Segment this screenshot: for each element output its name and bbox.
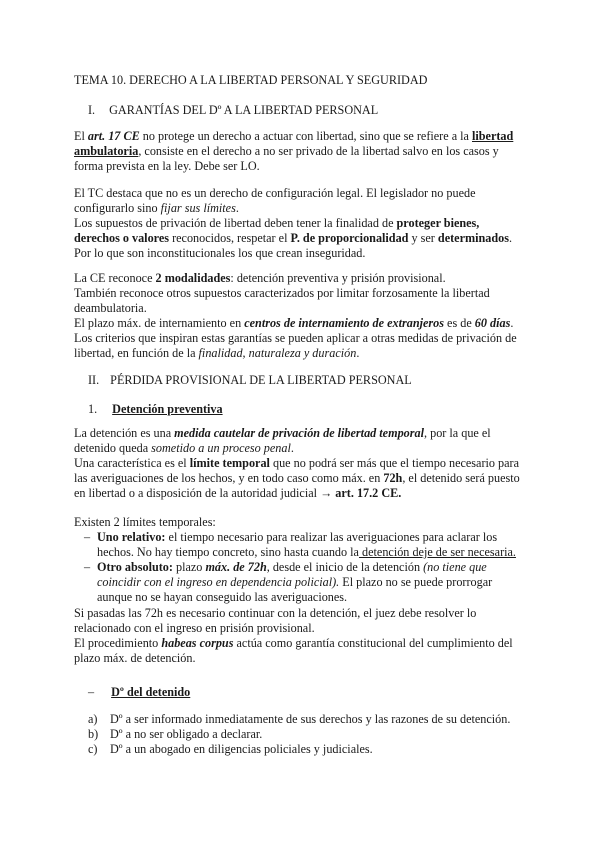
paragraph-art17: El art. 17 CE no protege un derecho a actuar con libertad, sino que se refiere a la libertad ambulatoria, consiste en el derecho a no ser privado de la libertad salvo en los casos y forma prevista en la ley. Debe ser LO.	[74, 129, 514, 173]
section-1-heading	[88, 103, 558, 118]
paragraph-72h: Si pasadas las 72h es necesario continuar con la detención, el juez debe resolver lo relacionado con el ingreso en prisión provisional. El procedimiento habeas corpus actúa como garantía constitucional del cumplimiento del plazo máx. de detención.	[74, 606, 513, 665]
subsection-1-heading: 1. Detención preventiva	[88, 402, 223, 416]
subsection-1-title: Detención preventiva	[112, 402, 223, 416]
paragraph-modalidades: La CE reconoce 2 modalidades: detención preventiva y prisión provisional. También reconoce otros supuestos caracterizados por limitar forzosamente la libertad deambulatoria. El plazo máx. de internamiento en centros de internamiento de extranjeros es de 60 días. Los criterios que inspiran estas garantías se pueden aplicar a otras medidas de privación de libertad, en función de la finalidad, naturaleza y duración.	[74, 271, 517, 360]
list-item: – Uno relativo: el tiempo necesario para realizar las averiguaciones para aclarar los hechos. No hay tiempo concreto, sino hasta cuando la detención deje de ser necesaria.	[84, 530, 516, 559]
paragraph-tc: El TC destaca que no es un derecho de configuración legal. El legislador no puede configurarlo sino fijar sus límites. Los supuestos de privación de libertad deben tener la finalidad de proteger bienes, derechos o valores reconocidos, respetar el P. de proporcionalidad y ser determinados. Por lo que son inconstitucionales los que crean inseguridad.	[74, 186, 513, 260]
list-item: a) Dº a ser informado inmediatamente de sus derechos y las razones de su detención.	[88, 712, 511, 726]
section-2-title: PÉRDIDA PROVISIONAL DE LA LIBERTAD PERSONAL	[110, 373, 412, 387]
section-1-number: I.	[88, 103, 96, 117]
list-item: c) Dº a un abogado en diligencias policiales y judiciales.	[88, 742, 373, 756]
list-item: b) Dº a no ser obligado a declarar.	[88, 727, 263, 741]
list-item: – Otro absoluto: plazo máx. de 72h, desde el inicio de la detención (no tiene que coincidir con el ingreso en dependencia policial). El plazo no se puede prorrogar aunque no se hayan conseguido las averiguaciones.	[84, 560, 493, 604]
section-2-heading	[88, 373, 558, 388]
section-2-number: II.	[88, 373, 100, 387]
subsection-2-heading: – Dº del detenido	[88, 685, 191, 699]
document-title: TEMA 10. DERECHO A LA LIBERTAD PERSONAL Y SEGURIDAD	[74, 73, 428, 87]
paragraph-limites: Existen 2 límites temporales: – Uno relativo: el tiempo necesario para realizar las averiguaciones para aclarar los hechos. No hay tiempo concreto, sino hasta cuando la detención deje de ser necesaria. – Otro absoluto: plazo máx. de 72h, desde el inicio de la detención (no tiene que coincidir con el ingreso en dependencia policial). El plazo no se puede prorrogar aunque no se hayan conseguido las averiguaciones.	[74, 515, 544, 605]
section-1-title: GARANTÍAS DEL Dº A LA LIBERTAD PERSONAL	[109, 103, 379, 117]
subsection-2-title: Dº del detenido	[111, 685, 191, 699]
paragraph-detencion: La detención es una medida cautelar de privación de libertad temporal, por la que el detenido queda sometido a un proceso penal. Una característica es el límite temporal que no podrá ser más que el tiempo necesario para las averiguaciones de los hechos, y en todo caso como máx. en 72h, el detenido será puesto en libertad o a disposición de la autoridad judicial → art. 17.2 CE.	[74, 426, 520, 500]
